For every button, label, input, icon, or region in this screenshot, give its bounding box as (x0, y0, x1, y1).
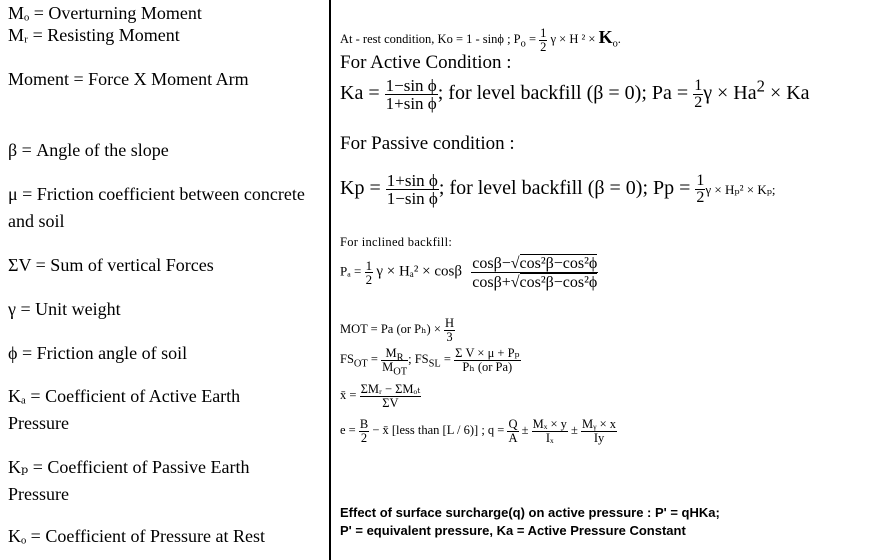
my-fraction: $\frac{\text{Mᵧ × x}}{Iy}$ (582, 417, 617, 445)
formula-eccentricity: e = $\frac{B}{2}$ − x̄ [less than [L / 6)] ; q = $\frac{Q}{A}$ ± $\frac{\text{Mₓ × y}}{\text{Iₓ}}$ ± $\frac{\text{Mᵧ × x}}{Iy}$ (340, 417, 617, 445)
formula-inclined: Pₐ = $\frac{1}{2}$ γ × Hₐ² × cosβ $\frac{\text{cosβ−√cos²β−cos²ϕ}}{\text{cosβ+√cos²β−cos²ϕ}}$ (340, 255, 598, 291)
def-sum-vertical: ΣV = Sum of vertical Forces (8, 255, 214, 275)
ka-fraction: $\frac{\text{1−sin ϕ}}{\text{1+sin ϕ}}$ (385, 76, 437, 113)
formula-fs: $FS_{OT}$ = $\frac{M_R}{M_{OT}}$ ; $FS_{SL}$ = $\frac{\text{Σ V × μ + Pₚ}}{\text{Pₕ (or Pa)}}$ (340, 346, 520, 377)
half-fraction: $\frac{1}{2}$ (696, 172, 705, 206)
formula-xbar: x̄ = $\frac{\text{ΣMᵣ − ΣMₒₜ}}{\Sigma V}$ (340, 382, 421, 410)
xbar-fraction: $\frac{\text{ΣMᵣ − ΣMₒₜ}}{\Sigma V}$ (360, 382, 421, 410)
def-beta: β = Angle of the slope (8, 140, 169, 160)
q-over-a-fraction: $\frac{Q}{A}$ (508, 417, 518, 445)
active-heading: For Active Condition : (340, 52, 512, 73)
fs-sl-fraction: $\frac{\text{Σ V × μ + Pₚ}}{\text{Pₕ (or Pa)}}$ (455, 346, 520, 374)
def-phi: ϕ = Friction angle of soil (8, 343, 188, 363)
inclined-heading: For inclined backfill: (340, 235, 453, 249)
def-ko: Kₒ = Coefficient of Pressure at Rest (8, 526, 265, 546)
def-moment: Moment = Force X Moment Arm (8, 69, 249, 89)
surcharge-line-1: Effect of surface surcharge(q) on active pressure : P' = qHKa; (340, 505, 720, 520)
b-over-2-fraction: $\frac{B}{2}$ (359, 417, 369, 445)
def-resisting-moment: Mᵣ = Resisting Moment (8, 25, 180, 45)
def-mu: μ = Friction coefficient between concrete and soil (8, 184, 305, 231)
inclined-fraction: $\frac{\text{cosβ−√cos²β−cos²ϕ}}{\text{cosβ+√cos²β−cos²ϕ}}$ (472, 255, 598, 291)
formula-mot: MOT = Pa (or Pₕ) × $\frac{H}{3}$ (340, 316, 455, 344)
surcharge-line-2: P' = equivalent pressure, Ka = Active Pressure Constant (340, 523, 686, 538)
def-overturning-moment: Mₒ = Overturning Moment (8, 3, 202, 23)
passive-heading: For Passive condition : (340, 133, 515, 154)
formula-at-rest: At - rest condition, Ko = 1 - sinϕ ; $P_o$ = $\frac{1}{2}$ γ × H $^2 \times K_o$. (340, 26, 621, 54)
formula-passive: Kp = $\frac{\text{1+sin ϕ}}{\text{1−sin ϕ}}$ ; for level backfill (β = 0); Pp = $\frac{1}{2}$ γ × Hₚ² × Kₚ; (340, 171, 776, 208)
mx-fraction: $\frac{\text{Mₓ × y}}{\text{Iₓ}}$ (532, 417, 567, 445)
def-kp: Kₚ = Coefficient of Passive Earth Pressure (8, 457, 250, 504)
half-fraction: $\frac{1}{2}$ (694, 77, 703, 111)
def-ka: Kₐ = Coefficient of Active Earth Pressure (8, 386, 241, 433)
column-divider (329, 0, 331, 560)
half-fraction: $\frac{1}{2}$ (540, 26, 547, 54)
formula-active: Ka = $\frac{\text{1−sin ϕ}}{\text{1+sin ϕ}}$ ; for level backfill (β = 0); Pa = $\frac{1}{2}$ $\gamma \times Ha^2 \times Ka$ (340, 76, 810, 113)
fs-ot-fraction: $\frac{M_R}{M_{OT}}$ (382, 346, 408, 377)
h-over-3-fraction: $\frac{H}{3}$ (445, 316, 455, 344)
kp-fraction: $\frac{\text{1+sin ϕ}}{\text{1−sin ϕ}}$ (386, 171, 438, 208)
def-gamma: γ = Unit weight (8, 299, 121, 319)
half-fraction: $\frac{1}{2}$ (365, 258, 373, 287)
